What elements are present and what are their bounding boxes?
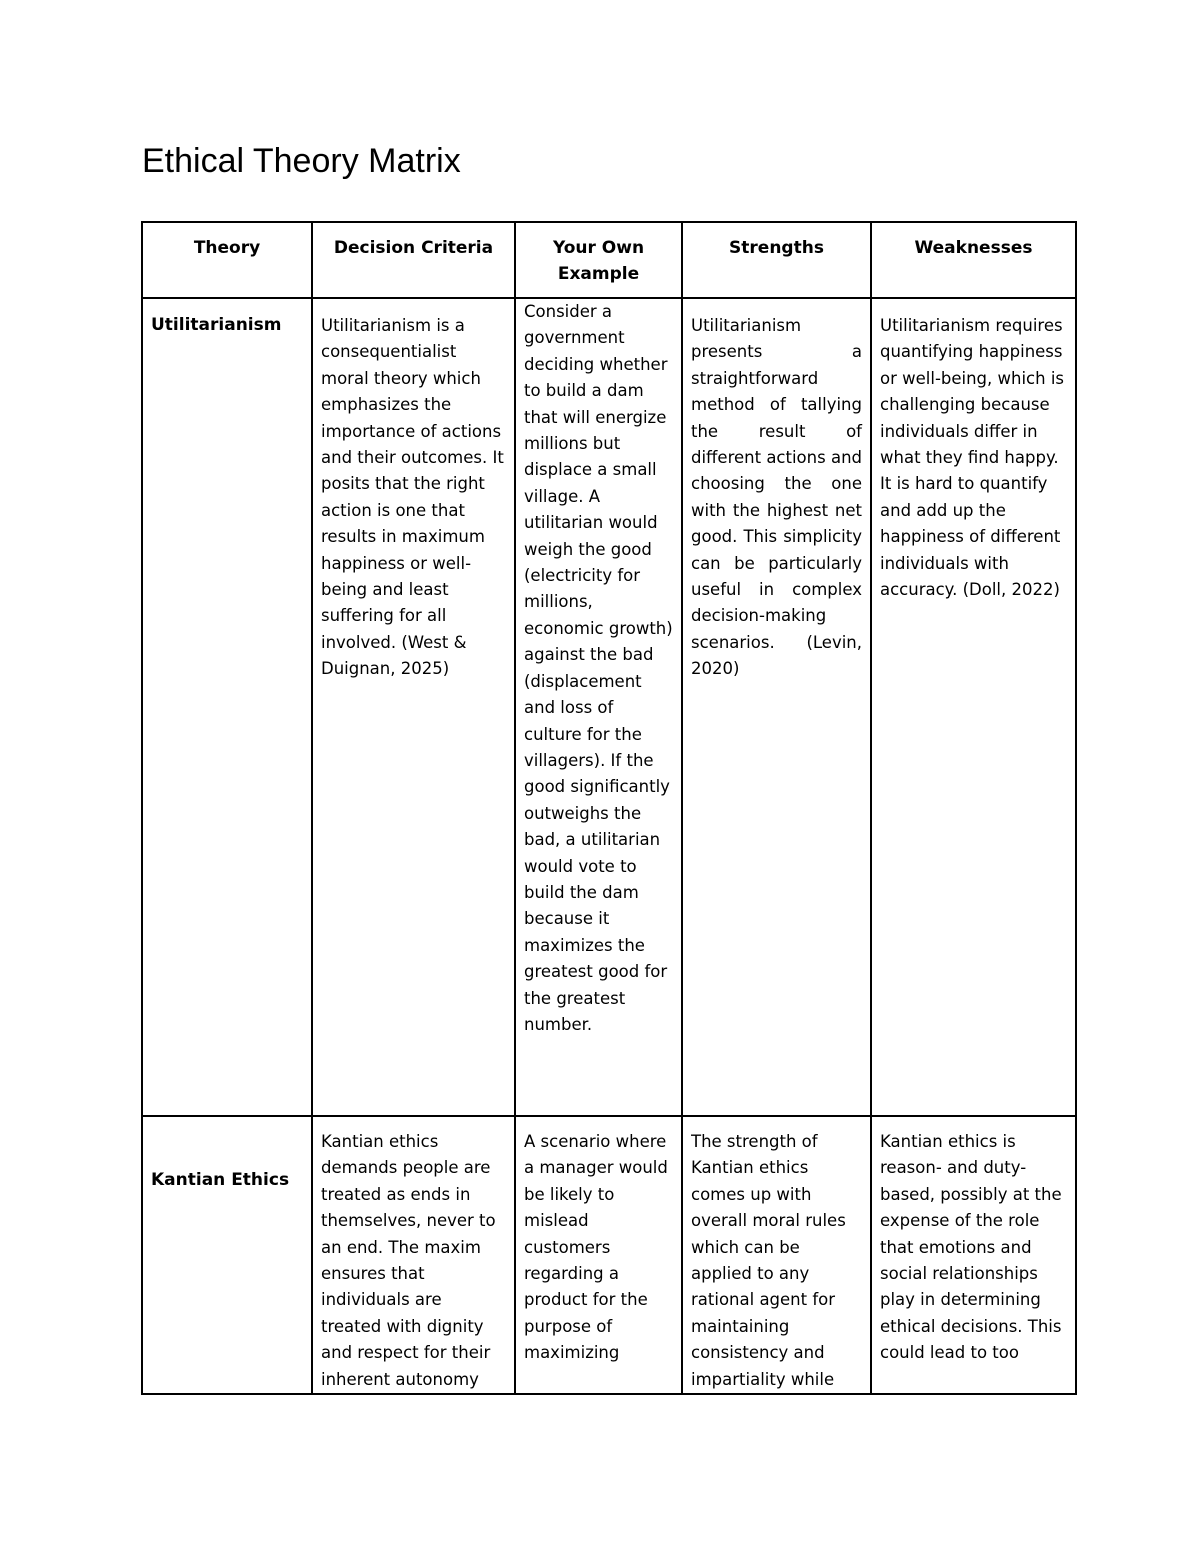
- column-header-theory: Theory: [142, 222, 312, 298]
- column-header-your-own-example: Your Own Example: [515, 222, 682, 298]
- table-row: [142, 1116, 1076, 1394]
- weaknesses-cell: Utilitarianism requires quantifying happiness or well-being, which is challenging because individuals differ in what they find happy. It is hard to quantify and add up the happiness of different individuals with accuracy. (Doll, 2022): [871, 298, 1076, 1116]
- page-title: Ethical Theory Matrix: [142, 142, 461, 180]
- column-header-weaknesses: Weaknesses: [871, 222, 1076, 298]
- ethical-theory-matrix-table: [141, 221, 1077, 1395]
- table-row: [142, 298, 1076, 1116]
- example-cell: A scenario where a manager would be likely to mislead customers regarding a product for the purpose of maximizing: [524, 1132, 668, 1363]
- decision-criteria-cell: Utilitarianism is a consequentialist moral theory which emphasizes the importance of actions and their outcomes. It posits that the right action is one that results in maximum happiness or well-being and least suffering for all involved. (West & Duignan, 2025): [312, 298, 515, 1116]
- theory-name-cell: Kantian Ethics: [151, 1170, 290, 1190]
- theory-name-cell: Utilitarianism: [151, 315, 282, 335]
- strengths-cell: Utilitarianism presents a straightforward method of tallying the result of different actions and choosing the one with the highest net good. This simplicity can be particularly useful in complex decision-making scenarios. (Levin, 2020): [682, 298, 871, 1116]
- strengths-cell: The strength of Kantian ethics comes up with overall moral rules which can be applied to any rational agent for maintaining consistency and impartiality while: [691, 1132, 846, 1389]
- table-header-row: [142, 222, 1076, 298]
- example-cell: Consider a government deciding whether to build a dam that will energize millions but displace a small village. A utilitarian would weigh the good (electricity for millions, economic growth) against the bad (displacement and loss of culture for the villagers). If the good significantly outweighs the bad, a utilitarian would vote to build the dam because it maximizes the greatest good for the greatest number.: [515, 298, 682, 1116]
- decision-criteria-cell: Kantian ethics demands people are treated as ends in themselves, never to an end. The maxim ensures that individuals are treated with dignity and respect for their inherent autonomy: [321, 1132, 496, 1389]
- column-header-decision-criteria: Decision Criteria: [312, 222, 515, 298]
- weaknesses-cell: Kantian ethics is reason- and duty-based, possibly at the expense of the role that emotions and social relationships play in determining ethical decisions. This could lead to too: [880, 1132, 1062, 1363]
- column-header-strengths: Strengths: [682, 222, 871, 298]
